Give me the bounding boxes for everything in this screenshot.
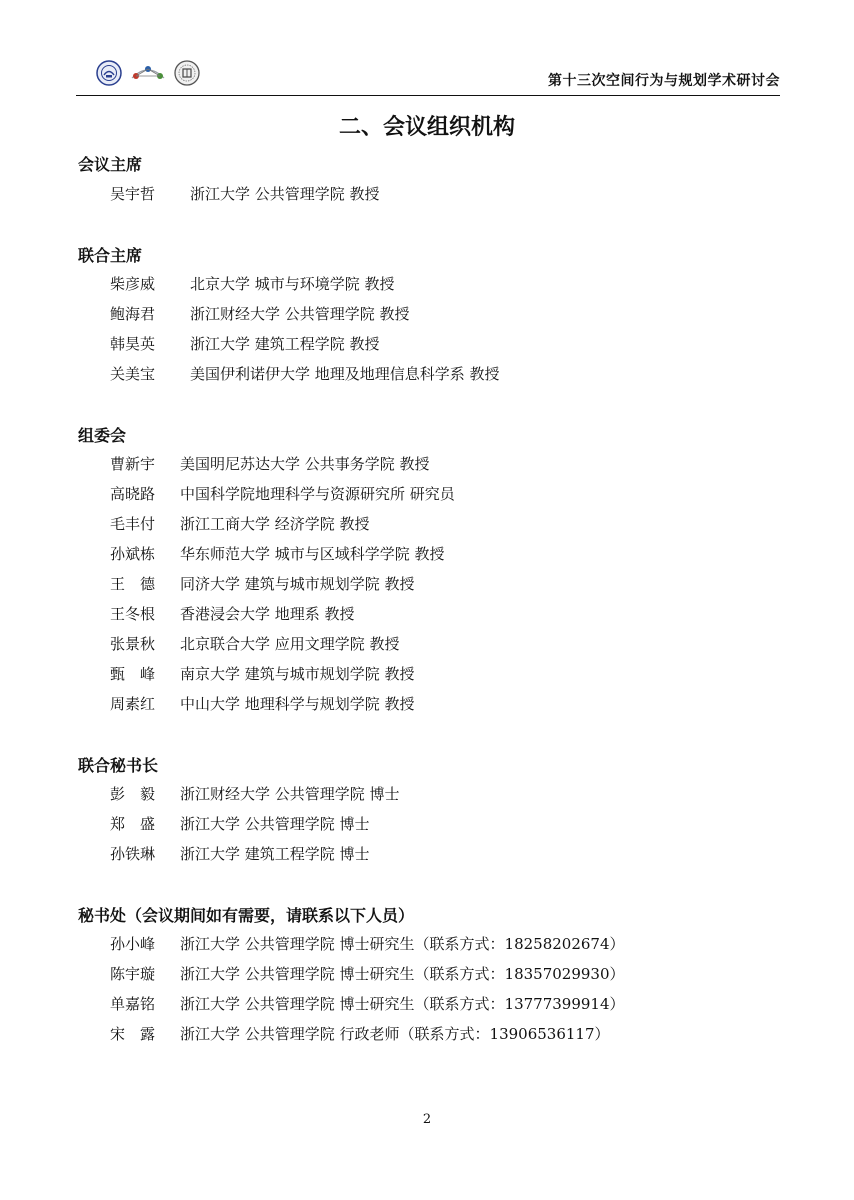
member-affiliation: 浙江大学 建筑工程学院 博士 bbox=[180, 845, 370, 863]
section-heading-secretaries-general: 联合秘书长 bbox=[78, 756, 159, 775]
member-name: 彭 毅 bbox=[110, 785, 156, 803]
member-name: 周素红 bbox=[110, 695, 156, 713]
list-item bbox=[110, 1023, 610, 1044]
member-affiliation: 北京联合大学 应用文理学院 教授 bbox=[180, 635, 400, 653]
list-item bbox=[110, 603, 355, 624]
member-name: 陈宇璇 bbox=[110, 965, 156, 983]
member-name: 关美宝 bbox=[110, 365, 156, 383]
member-affiliation: 浙江财经大学 公共管理学院 教授 bbox=[190, 305, 410, 323]
member-affiliation: 浙江财经大学 公共管理学院 博士 bbox=[180, 785, 400, 803]
list-item bbox=[110, 303, 410, 324]
member-name: 王冬根 bbox=[110, 605, 156, 623]
member-affiliation: 华东师范大学 城市与区域科学学院 教授 bbox=[180, 545, 445, 563]
member-affiliation: 浙江大学 公共管理学院 行政老师（联系方式：13906536117） bbox=[180, 1025, 610, 1043]
list-item bbox=[110, 543, 445, 564]
list-item bbox=[110, 573, 415, 594]
member-affiliation: 北京大学 城市与环境学院 教授 bbox=[190, 275, 395, 293]
member-name: 孙铁琳 bbox=[110, 845, 156, 863]
list-item bbox=[110, 633, 400, 654]
member-affiliation: 浙江大学 公共管理学院 博士研究生（联系方式：18357029930） bbox=[180, 965, 625, 983]
page-title: 二、会议组织机构 bbox=[338, 115, 515, 140]
list-item bbox=[110, 483, 455, 504]
member-affiliation: 浙江大学 公共管理学院 博士研究生（联系方式：13777399914） bbox=[180, 995, 625, 1013]
conference-title: 第十三次空间行为与规划学术研讨会 bbox=[548, 73, 780, 89]
member-name: 毛丰付 bbox=[110, 515, 156, 533]
member-affiliation: 中国科学院地理科学与资源研究所 研究员 bbox=[180, 485, 455, 503]
header-logos bbox=[96, 60, 200, 86]
member-name: 曹新宇 bbox=[110, 455, 156, 473]
member-name: 韩昊英 bbox=[110, 335, 156, 353]
list-item bbox=[110, 813, 370, 834]
member-name: 孙小峰 bbox=[110, 935, 156, 953]
member-name: 吴宇哲 bbox=[110, 185, 156, 203]
list-item bbox=[110, 453, 430, 474]
member-name: 郑 盛 bbox=[110, 815, 156, 833]
page-number: 2 bbox=[422, 1112, 432, 1127]
list-item bbox=[110, 183, 380, 204]
list-item bbox=[110, 273, 395, 294]
section-heading-chair: 会议主席 bbox=[78, 155, 143, 174]
list-item bbox=[110, 663, 415, 684]
list-item bbox=[110, 693, 415, 714]
member-name: 柴彦威 bbox=[110, 275, 156, 293]
network-logo bbox=[128, 60, 168, 86]
list-item bbox=[110, 993, 625, 1014]
list-item bbox=[110, 843, 370, 864]
member-affiliation: 浙江工商大学 经济学院 教授 bbox=[180, 515, 370, 533]
list-item bbox=[110, 783, 400, 804]
list-item bbox=[110, 933, 625, 954]
list-item bbox=[110, 333, 380, 354]
member-affiliation: 南京大学 建筑与城市规划学院 教授 bbox=[180, 665, 415, 683]
list-item bbox=[110, 963, 625, 984]
section-heading-committee: 组委会 bbox=[78, 426, 127, 445]
member-affiliation: 美国明尼苏达大学 公共事务学院 教授 bbox=[180, 455, 430, 473]
member-name: 孙斌栋 bbox=[110, 545, 156, 563]
member-affiliation: 同济大学 建筑与城市规划学院 教授 bbox=[180, 575, 415, 593]
member-affiliation: 浙江大学 公共管理学院 博士 bbox=[180, 815, 370, 833]
member-affiliation: 浙江大学 建筑工程学院 教授 bbox=[190, 335, 380, 353]
member-name: 张景秋 bbox=[110, 635, 156, 653]
institute-seal-logo bbox=[174, 60, 200, 86]
member-name: 高晓路 bbox=[110, 485, 156, 503]
member-name: 王 德 bbox=[110, 575, 156, 593]
section-heading-co-chairs: 联合主席 bbox=[78, 246, 143, 265]
university-seal-logo bbox=[96, 60, 122, 86]
member-affiliation: 浙江大学 公共管理学院 教授 bbox=[190, 185, 380, 203]
member-name: 单嘉铭 bbox=[110, 995, 156, 1013]
member-name: 鲍海君 bbox=[110, 305, 156, 323]
member-name: 甄 峰 bbox=[110, 665, 156, 683]
member-affiliation: 美国伊利诺伊大学 地理及地理信息科学系 教授 bbox=[190, 365, 500, 383]
page-header bbox=[76, 56, 780, 96]
member-affiliation: 浙江大学 公共管理学院 博士研究生（联系方式：18258202674） bbox=[180, 935, 625, 953]
header-rule bbox=[76, 95, 780, 96]
section-heading-secretariat: 秘书处（会议期间如有需要，请联系以下人员） bbox=[78, 906, 415, 925]
member-name: 宋 露 bbox=[110, 1025, 156, 1043]
member-affiliation: 中山大学 地理科学与规划学院 教授 bbox=[180, 695, 415, 713]
list-item bbox=[110, 513, 370, 534]
member-affiliation: 香港浸会大学 地理系 教授 bbox=[180, 605, 355, 623]
list-item bbox=[110, 363, 500, 384]
